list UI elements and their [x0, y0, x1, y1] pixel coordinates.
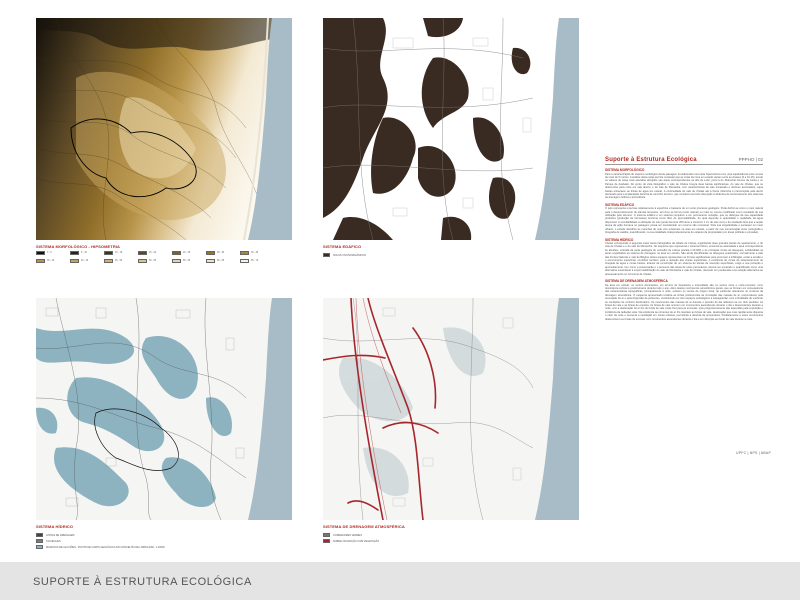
credits: UPFC | NPS | ABAP: [736, 451, 771, 455]
legend-edafico-solos: [323, 253, 366, 257]
section-text: O solo representa uma fase relativamente à superfície e bastante de um certo processo geológico. Pode definir-se como o meio natural para o desenvolvimento de plantas terrestres, tal como se formou (solo natural) ou mais ou menos modificado como resultado da sua utilização pelo Homem. O sistema edáfico é um sistema complexo e em permanente mutação, que se distingue da sua capacidade produtiva (produção de biomassa) funciona como filtro de permeabilidade, do qual depende a quantidade e qualidade da água disponível. A vinculabilidade à utilização do solo (pode demorar 250 anos a construir 1 cm de solo vivo) e de rarefação leva que a acção tampa da ação humana no paisagem possa ser considerado um recurso não renovável. Pela sua singularidade e escassez em meio urbano, o estudo identifica as manchas de solo vivo existentes na área em estudo, a partir de sua comunicação entre cartografia e fotografia de satélite, quantificando, na sua totalidade independentemente do estatuto da propriedade (em áreas públicas e privadas).: [605, 207, 763, 235]
legend-label: 15 - 20: [149, 252, 157, 254]
legend-atmosferico-1: [323, 539, 379, 543]
legend-label: SOBRE OCUPAÇÃO COM VEGETAÇÃO: [333, 539, 380, 543]
legend-swatch: [36, 251, 45, 255]
legend-label: 5 - 10: [81, 252, 87, 254]
legend-swatch: [36, 539, 43, 543]
hypsometry-class: [138, 259, 172, 263]
map-morfologico: [36, 18, 292, 240]
map-edafico: [323, 18, 579, 240]
legend-swatch: [240, 259, 249, 263]
legend-swatch: [206, 259, 215, 263]
section-edafico: [605, 203, 763, 235]
legend-swatch: [104, 251, 113, 255]
side-header: [605, 157, 763, 165]
caption-hidrico: SISTEMA HÍDRICO: [36, 524, 74, 529]
section-title: SISTEMA HÍDRICO: [605, 237, 634, 242]
legend-label: 60 - 65: [217, 260, 225, 262]
section-morfologico: [605, 168, 763, 200]
legend-swatch: [172, 251, 181, 255]
legend-label: 30 - 35: [251, 252, 259, 254]
section-title: SISTEMA MORFOLÓGICO: [605, 168, 645, 172]
side-title: Suporte à Estrutura Ecológica: [605, 157, 697, 163]
legend-swatch: [323, 253, 330, 257]
caption-edafico: SISTEMA EDÁFICO: [323, 244, 362, 249]
legend-swatch: [70, 251, 79, 255]
legend-label: 65 - 70: [251, 260, 259, 262]
legend-hidrico-1: [36, 539, 61, 543]
legend-swatch: [36, 533, 43, 537]
section-text: Chelas corresponde à segunda maior bacia hidrográfica da cidade de Lisboa, englobando duas grandes bacias de apartamento, o do vale de Chelas e o do vale de Montanha. No esquema que representa o sistema hídrico, encontra-se assinalada a área correspondente às aluviões, extraída da carta geológica do concelho de Lisboa (escala 1:10.000) e as principais zonas de talvegues, subdivididas as áreas englobadas ao sistema de drenagem na área em estudo. São ainda identificadas as talvegues suavizados, normalmente a vale das Fontes Naturais e vale de Bélgica. Estes espaços representam as formas significativas para promover a infiltração, evitar a erosão e o escorrimento superficial, contribuir também para a redução das cheias superficiais. A existência de zonas de estacionamento de chegada de água e zonas baixas, através da construção de um sistema de bacias de retenção superficiais, exige a sua proteção e aproveitamento, tem como a preservação e o aumento das áreas de solos permeáveis, deverá ser encarado e quantificado como uma alternativa sustentável à impermeabilização do vale de Montanha e vale de Chelas, devendo ser ponderada uma solução alternativa ao atravessamento no Convento de Chelas.: [605, 242, 763, 276]
legend-label: 35 - 40: [47, 260, 55, 262]
legend-label: 45 - 50: [115, 260, 123, 262]
section-text: Na área em estudo, os ventos dominantes, em termos de frequência e intensidade são os ventos norte e norte-noroeste. Com dominância vertical e predominante durante todo o ano. Além destes movimentos atmosféricos gerais, que se formam em consequência das características topográficas, principalmente à noite, existem os ventos de origem local, de particular relevância no contexto da drenagem atmosférica. O esquema apresentado localiza as linhas preferenciais de circulação das massas de ar, responsáveis pela renovação do ar e pela dispersão de poluentes, constituindo por isso espaços estratégicos a salvaguardar, com a finalidade de melhorar as condições de conforto bioclimático. Os movimentos das massas de ar durante o período do dia reflectem-se em dois sentidos: As brisas do vale e as brisas de encosta. As brisas de vale ocorrem em movimentos ascendentes durante o dia e descendentes durante a noite, com a deslocação do ar frio do fundo do vale (mais frio) para as encostas. Que progressivamente são aquecidas pela exposição e incidência da radiação solar. Da existência às correntes de ar frio resultam as brisas de vale, deslocação que mais rapidamente dispersa o calor da noite e aumenta a ventilação em zonas urbanas, permitindo a descida da temperatura. Paralelamente a estes movimentos desenvolvem-se brisas de encosta, com movimentos ascendentes durante o dia e em direcção ao fundo do vale durante a noite.: [605, 283, 763, 321]
footer-title: SUPORTE À ESTRUTURA ECOLÓGICA: [33, 576, 252, 588]
legend-swatch: [138, 259, 147, 263]
hypsometry-class: [70, 259, 104, 263]
legend-label: MANCHAS DE ALUVIÕES - PONTO DE CARTA GEOLÓGICA DO CONCELHO DE LISBOA ESC. 1:10000: [46, 545, 165, 549]
legend-swatch: [172, 259, 181, 263]
legend-label: CORREDORES VERDES: [333, 533, 362, 537]
legend-label: 40 - 45: [81, 260, 89, 262]
legend-swatch: [206, 251, 215, 255]
hypsometry-class: [36, 251, 70, 255]
legend-atmosferico-0: [323, 533, 362, 537]
legend-swatch: [104, 259, 113, 263]
legend-swatch: [240, 251, 249, 255]
legend-label: TALVEGUES: [46, 539, 61, 543]
legend-swatch: [36, 259, 45, 263]
section-text: Para a caracterização do sistema morfológico desta paisagem foi elaborada uma carta hipsométrica com uma equidistância entre curvas de nível de 5 metros. A análise desta carta permite constatar que as cotas da zona em estudo variam entre as classes (0 a 10-15), sendo os valores de cotas mais elevadas atingidos nas áreas correspondentes ao alto de Lobo, junto à Av. Marechal Gomes da Costa e no Parque de Acabado. Do ponto de vista fisiográfico o vale de Chelas integra duas bacias significativas, do vale de Chelas, que se desenvolve para norte em vale aberto, e do vale de Montanha, com características de vale encaixado e declives acentuados, cujas bacias entrecaem as linhas de água em estudo. A continuidade do vale de Chelas até à frente ribeirinha é interrompida pela aterro efectuado para a implantação da linha de caminho de ferro, que constitui uma forte disrupção à dinâmica de funcionamento dos sistemas de drenagem hídrica e atmosférica.: [605, 172, 763, 200]
hypsometry-class: [36, 259, 70, 263]
legend-label: 20 - 25: [183, 252, 191, 254]
legend-hidrico-0: [36, 533, 74, 537]
caption-morfologico: SISTEMA MORFOLÓGICO - HIPSOMETRIA: [36, 244, 121, 249]
hypsometry-class: [104, 259, 138, 263]
hypsometry-class: [104, 251, 138, 255]
hypsometry-class: [206, 259, 240, 263]
hypsometry-class: [172, 251, 206, 255]
hypsometry-class: [138, 251, 172, 255]
section-title: SISTEMA EDÁFICO: [605, 202, 635, 207]
hypsometry-class: [206, 251, 240, 255]
legend-swatch: [138, 251, 147, 255]
hypsometry-class: [172, 259, 206, 263]
hypsometry-class: [70, 251, 104, 255]
section-title: SISTEMA DE DRENAGEM ATMOSFÉRICA: [605, 279, 668, 284]
legend-swatch: [323, 539, 330, 543]
hypsometry-class: [240, 251, 274, 255]
legend-label: 0 - 5: [47, 252, 52, 254]
caption-atmosferico: SISTEMA DE DRENAGEM ATMOSFÉRICA: [323, 524, 405, 529]
legend-swatch: [323, 533, 330, 537]
legend-hidrico-2: [36, 545, 165, 549]
legend-swatch: [36, 545, 43, 549]
hypsometry-legend: [36, 251, 276, 263]
section-atmosferico: [605, 279, 763, 321]
legend-label: 10 - 15: [115, 252, 123, 254]
hypsometry-class: [240, 259, 274, 263]
legend-label: SOLOS VIVOS/ORGÂNICOS: [333, 253, 366, 257]
legend-label: LINHAS DE DRENAGEM: [46, 533, 75, 537]
legend-label: 25 - 30: [217, 252, 225, 254]
section-hidrico: [605, 238, 763, 277]
side-panel: [605, 157, 763, 321]
sheet-code: PPPHO | 02: [738, 157, 763, 162]
legend-label: 50 - 55: [149, 260, 157, 262]
map-hidrico: [36, 298, 292, 520]
legend-label: 55 - 60: [183, 260, 191, 262]
legend-swatch: [70, 259, 79, 263]
map-atmosferico: [323, 298, 579, 520]
